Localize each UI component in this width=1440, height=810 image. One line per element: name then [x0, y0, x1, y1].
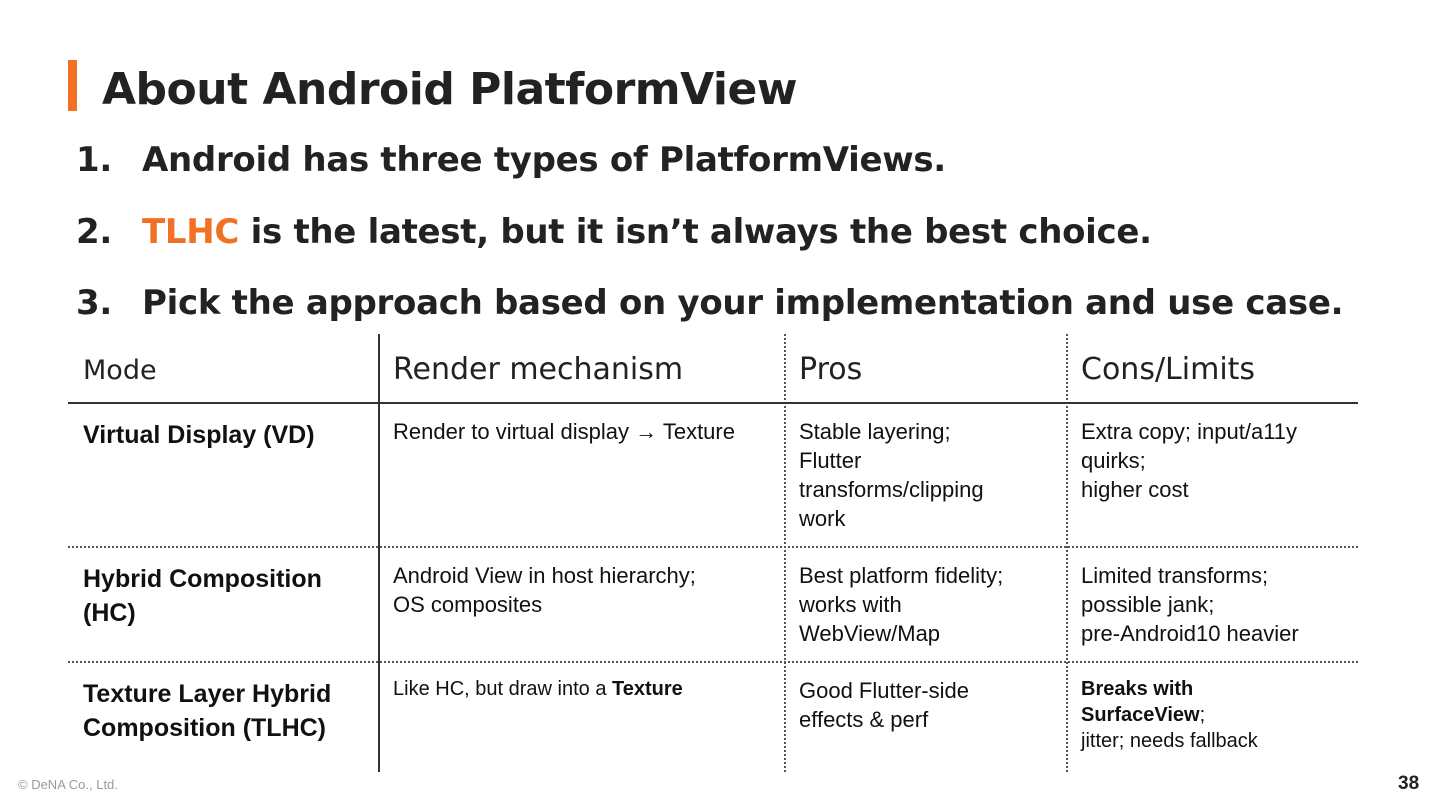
- cons-line: quirks;: [1081, 448, 1146, 473]
- header-render: Render mechanism: [393, 352, 684, 387]
- render-line: OS composites: [393, 592, 543, 617]
- pros-line: effects & perf: [799, 707, 929, 732]
- list-text: [142, 210, 1152, 254]
- pros-line: Stable layering;: [799, 419, 951, 444]
- cons-semicolon: ;: [1199, 704, 1206, 726]
- cons-line: possible jank;: [1081, 592, 1215, 617]
- cons-line-bold: Breaks with: [1081, 678, 1194, 700]
- pros-hc: [799, 561, 1003, 648]
- render-hc: [393, 561, 696, 619]
- list-number: 2.: [76, 212, 112, 252]
- mode-line: Hybrid Composition: [83, 565, 322, 593]
- mode-line: Texture Layer Hybrid: [83, 680, 332, 708]
- list-number: 3.: [76, 283, 112, 323]
- mode-line: (HC): [83, 599, 136, 627]
- header-pros: Pros: [799, 352, 863, 387]
- mode-hc: [83, 562, 322, 630]
- cons-vd: [1081, 417, 1297, 504]
- header-cons: Cons/Limits: [1081, 352, 1256, 387]
- list-number: 1.: [76, 140, 112, 180]
- row-divider: [68, 546, 1358, 548]
- highlight-tlhc: TLHC: [142, 212, 240, 252]
- title-accent-bar: [68, 60, 77, 111]
- cons-line: Limited transforms;: [1081, 563, 1269, 588]
- render-text: Like HC, but draw into a: [393, 678, 612, 700]
- row-divider: [68, 661, 1358, 663]
- column-divider: [378, 334, 380, 772]
- copyright-text: © DeNA Co., Ltd.: [18, 777, 118, 792]
- list-text: Pick the approach based on your implementation and use case.: [142, 283, 1344, 323]
- cons-line-bold: SurfaceView: [1081, 704, 1200, 726]
- cons-line: higher cost: [1081, 477, 1189, 502]
- pros-line: Good Flutter-side: [799, 678, 969, 703]
- cons-line: Extra copy; input/a11y: [1081, 419, 1298, 444]
- mode-vd: Virtual Display (VD): [83, 421, 315, 449]
- pros-tlhc: [799, 676, 969, 734]
- mode-tlhc: [83, 677, 331, 745]
- column-divider: [1066, 334, 1068, 772]
- header-mode: Mode: [83, 355, 157, 386]
- pros-line: WebView/Map: [799, 621, 941, 646]
- cons-tlhc: [1081, 676, 1258, 754]
- page-number: 38: [1398, 773, 1420, 794]
- pros-line: Flutter: [799, 448, 862, 473]
- pros-line: works with: [799, 592, 902, 617]
- column-divider: [784, 334, 786, 772]
- cons-hc: [1081, 561, 1299, 648]
- pros-vd: [799, 417, 984, 533]
- list-text: Android has three types of PlatformViews.: [142, 140, 946, 180]
- list-text-rest: is the latest, but it isn’t always the best choice.: [239, 212, 1152, 252]
- render-vd: Render to virtual display → Texture: [393, 419, 735, 444]
- render-text-bold: Texture: [612, 678, 683, 700]
- header-divider: [68, 402, 1358, 404]
- slide-title: About Android PlatformView: [102, 64, 797, 115]
- cons-line: pre-Android10 heavier: [1081, 621, 1299, 646]
- mode-line: Composition (TLHC): [83, 714, 327, 742]
- comparison-table: [68, 334, 1358, 774]
- render-tlhc: [393, 676, 683, 702]
- pros-line: transforms/clipping: [799, 477, 984, 502]
- cons-line: jitter; needs fallback: [1081, 730, 1258, 752]
- pros-line: work: [799, 506, 846, 531]
- render-line: Android View in host hierarchy;: [393, 563, 696, 588]
- pros-line: Best platform fidelity;: [799, 563, 1004, 588]
